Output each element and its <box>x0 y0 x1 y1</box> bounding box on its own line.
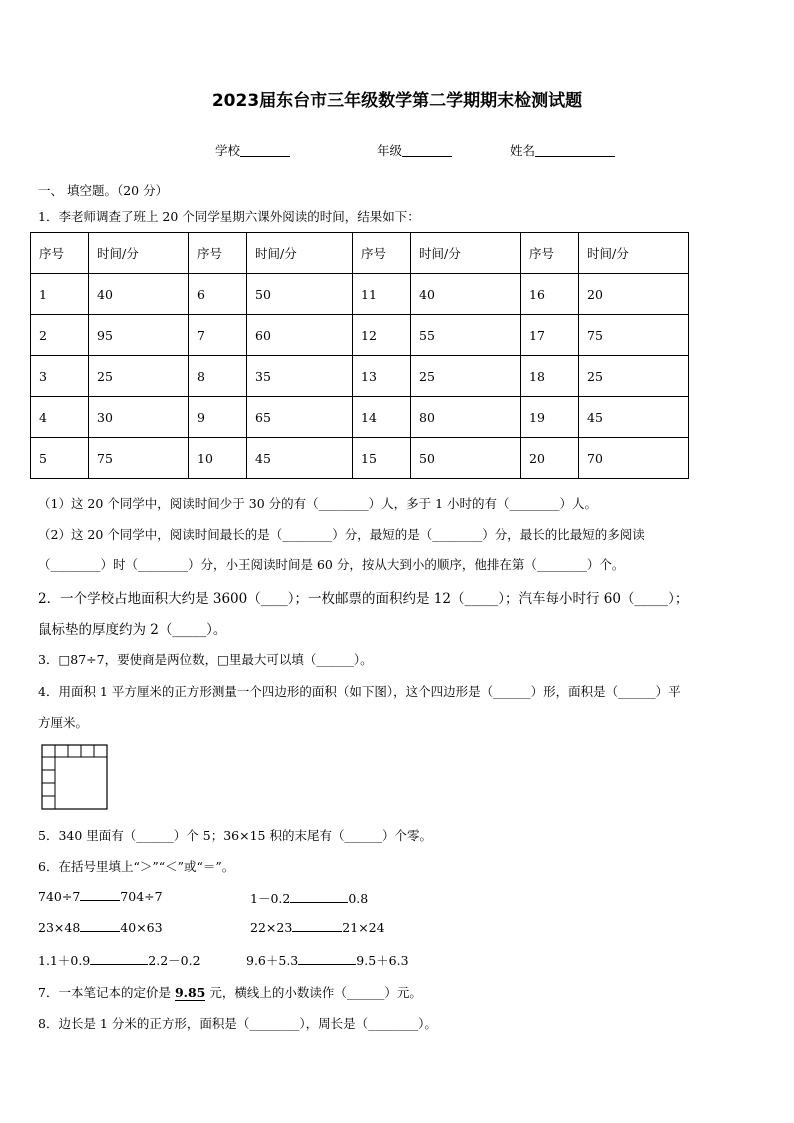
table-cell: 15 <box>353 438 411 479</box>
table-cell: 75 <box>89 438 189 479</box>
q8-text: 8．边长是 1 分米的正方形，面积是（________），周长是（________）。 <box>38 1016 437 1031</box>
table-cell: 25 <box>411 356 521 397</box>
q5-text: 5．340 里面有（______）个 5；36×15 积的末尾有（______）个零。 <box>38 828 432 843</box>
compare-right: 9.5＋6.3 <box>356 953 409 968</box>
table-header-cell: 时间/分 <box>579 233 689 274</box>
table-cell: 11 <box>353 274 411 315</box>
q7-underlined-number: 9.85 <box>174 985 206 1000</box>
table-row <box>31 274 689 315</box>
compare-right: 0.8 <box>348 891 369 906</box>
compare-item <box>38 889 163 904</box>
table-cell: 19 <box>521 397 579 438</box>
school-blank[interactable] <box>240 143 290 157</box>
table-header-cell: 序号 <box>353 233 411 274</box>
grade-field <box>377 141 452 159</box>
q2-line2: 鼠标垫的厚度约为 2（_____）。 <box>38 622 227 638</box>
table-cell: 13 <box>353 356 411 397</box>
compare-left: 740÷7 <box>38 889 81 904</box>
table-cell: 6 <box>189 274 247 315</box>
reading-time-table <box>30 232 689 479</box>
compare-blank[interactable] <box>80 900 120 901</box>
q1-sub1: （1）这 20 个同学中，阅读时间少于 30 分的有（________）人，多于 1 小时的有（________）人。 <box>38 496 598 511</box>
table-cell: 20 <box>521 438 579 479</box>
compare-right: 704÷7 <box>120 889 163 904</box>
table-cell: 4 <box>31 397 89 438</box>
table-cell: 95 <box>89 315 189 356</box>
table-cell: 75 <box>579 315 689 356</box>
compare-right: 40×63 <box>120 920 163 935</box>
table-row <box>31 315 689 356</box>
compare-item <box>250 889 368 907</box>
table-cell: 2 <box>31 315 89 356</box>
table-cell: 40 <box>89 274 189 315</box>
compare-item <box>250 920 385 935</box>
table-cell: 70 <box>579 438 689 479</box>
compare-item <box>38 920 163 935</box>
table-cell: 45 <box>247 438 353 479</box>
section-heading: 一、 填空题。（20 分） <box>38 183 169 198</box>
table-cell: 35 <box>247 356 353 397</box>
table-cell: 55 <box>411 315 521 356</box>
compare-left: 1.1＋0.9 <box>38 953 91 968</box>
compare-right: 21×24 <box>342 920 385 935</box>
q2-line1: 2．一个学校占地面积大约是 3600（____）；一枚邮票的面积约是 12（_____）；汽车每小时行 60（_____）； <box>38 591 689 607</box>
table-cell: 10 <box>189 438 247 479</box>
table-row <box>31 438 689 479</box>
table-cell: 17 <box>521 315 579 356</box>
page-title: 2023届东台市三年级数学第二学期期末检测试题 <box>211 91 583 111</box>
table-cell: 18 <box>521 356 579 397</box>
table-cell: 12 <box>353 315 411 356</box>
table-header-cell: 序号 <box>189 233 247 274</box>
table-cell: 30 <box>89 397 189 438</box>
compare-blank[interactable] <box>292 931 342 932</box>
table-header-row <box>31 233 689 274</box>
table-cell: 60 <box>247 315 353 356</box>
q4-line2: 方厘米。 <box>38 715 89 730</box>
q3-text: 3．□87÷7，要使商是两位数，□里最大可以填（______）。 <box>38 652 373 667</box>
table-row <box>31 397 689 438</box>
table-header-cell: 时间/分 <box>411 233 521 274</box>
grade-blank[interactable] <box>402 143 452 157</box>
table-cell: 9 <box>189 397 247 438</box>
q4-line1: 4．用面积 1 平方厘米的正方形测量一个四边形的面积（如下图），这个四边形是（______）形，面积是（______）平 <box>38 684 681 699</box>
name-label: 姓名 <box>510 143 536 158</box>
table-cell: 50 <box>411 438 521 479</box>
table-header-cell: 序号 <box>31 233 89 274</box>
table-cell: 16 <box>521 274 579 315</box>
table-header-cell: 时间/分 <box>247 233 353 274</box>
table-cell: 7 <box>189 315 247 356</box>
q1-intro: 1．李老师调查了班上 20 个同学星期六课外阅读的时间，结果如下： <box>38 209 420 224</box>
q6-intro: 6．在括号里填上“＞”“＜”或“＝”。 <box>38 859 235 874</box>
table-header-cell: 序号 <box>521 233 579 274</box>
compare-blank[interactable] <box>298 964 356 965</box>
q7-text <box>38 983 422 1001</box>
grade-label: 年级 <box>377 143 403 158</box>
name-blank[interactable] <box>535 143 615 157</box>
table-cell: 40 <box>411 274 521 315</box>
table-cell: 8 <box>189 356 247 397</box>
compare-right: 2.2－0.2 <box>148 953 201 968</box>
school-field <box>215 141 290 159</box>
table-cell: 80 <box>411 397 521 438</box>
compare-left: 23×48 <box>38 920 81 935</box>
table-cell: 1 <box>31 274 89 315</box>
compare-left: 22×23 <box>250 920 293 935</box>
q7-prefix: 7．一本笔记本的定价是 <box>38 985 175 1000</box>
compare-blank[interactable] <box>290 902 348 903</box>
q1-sub2-line2: （________）时（________）分，小王阅读时间是 60 分，按从大到小的顺序，他排在第（________）个。 <box>38 557 625 572</box>
table-row <box>31 356 689 397</box>
compare-left: 1－0.2 <box>250 891 291 906</box>
compare-blank[interactable] <box>80 931 120 932</box>
table-cell: 20 <box>579 274 689 315</box>
name-field <box>510 141 615 159</box>
table-cell: 45 <box>579 397 689 438</box>
q7-suffix: 元，横线上的小数读作（______）元。 <box>205 985 422 1000</box>
table-cell: 50 <box>247 274 353 315</box>
compare-item <box>246 951 409 969</box>
table-cell: 25 <box>579 356 689 397</box>
compare-left: 9.6＋5.3 <box>246 953 299 968</box>
table-cell: 25 <box>89 356 189 397</box>
table-cell: 14 <box>353 397 411 438</box>
q1-sub2-line1: （2）这 20 个同学中，阅读时间最长的是（________）分，最短的是（________）分，最长的比最短的多阅读 <box>38 527 645 542</box>
table-header-cell: 时间/分 <box>89 233 189 274</box>
quadrilateral-unit-square-figure <box>41 744 111 812</box>
school-label: 学校 <box>215 143 241 158</box>
table-cell: 5 <box>31 438 89 479</box>
table-cell: 3 <box>31 356 89 397</box>
table-cell: 65 <box>247 397 353 438</box>
compare-blank[interactable] <box>90 964 148 965</box>
compare-item <box>38 951 201 969</box>
